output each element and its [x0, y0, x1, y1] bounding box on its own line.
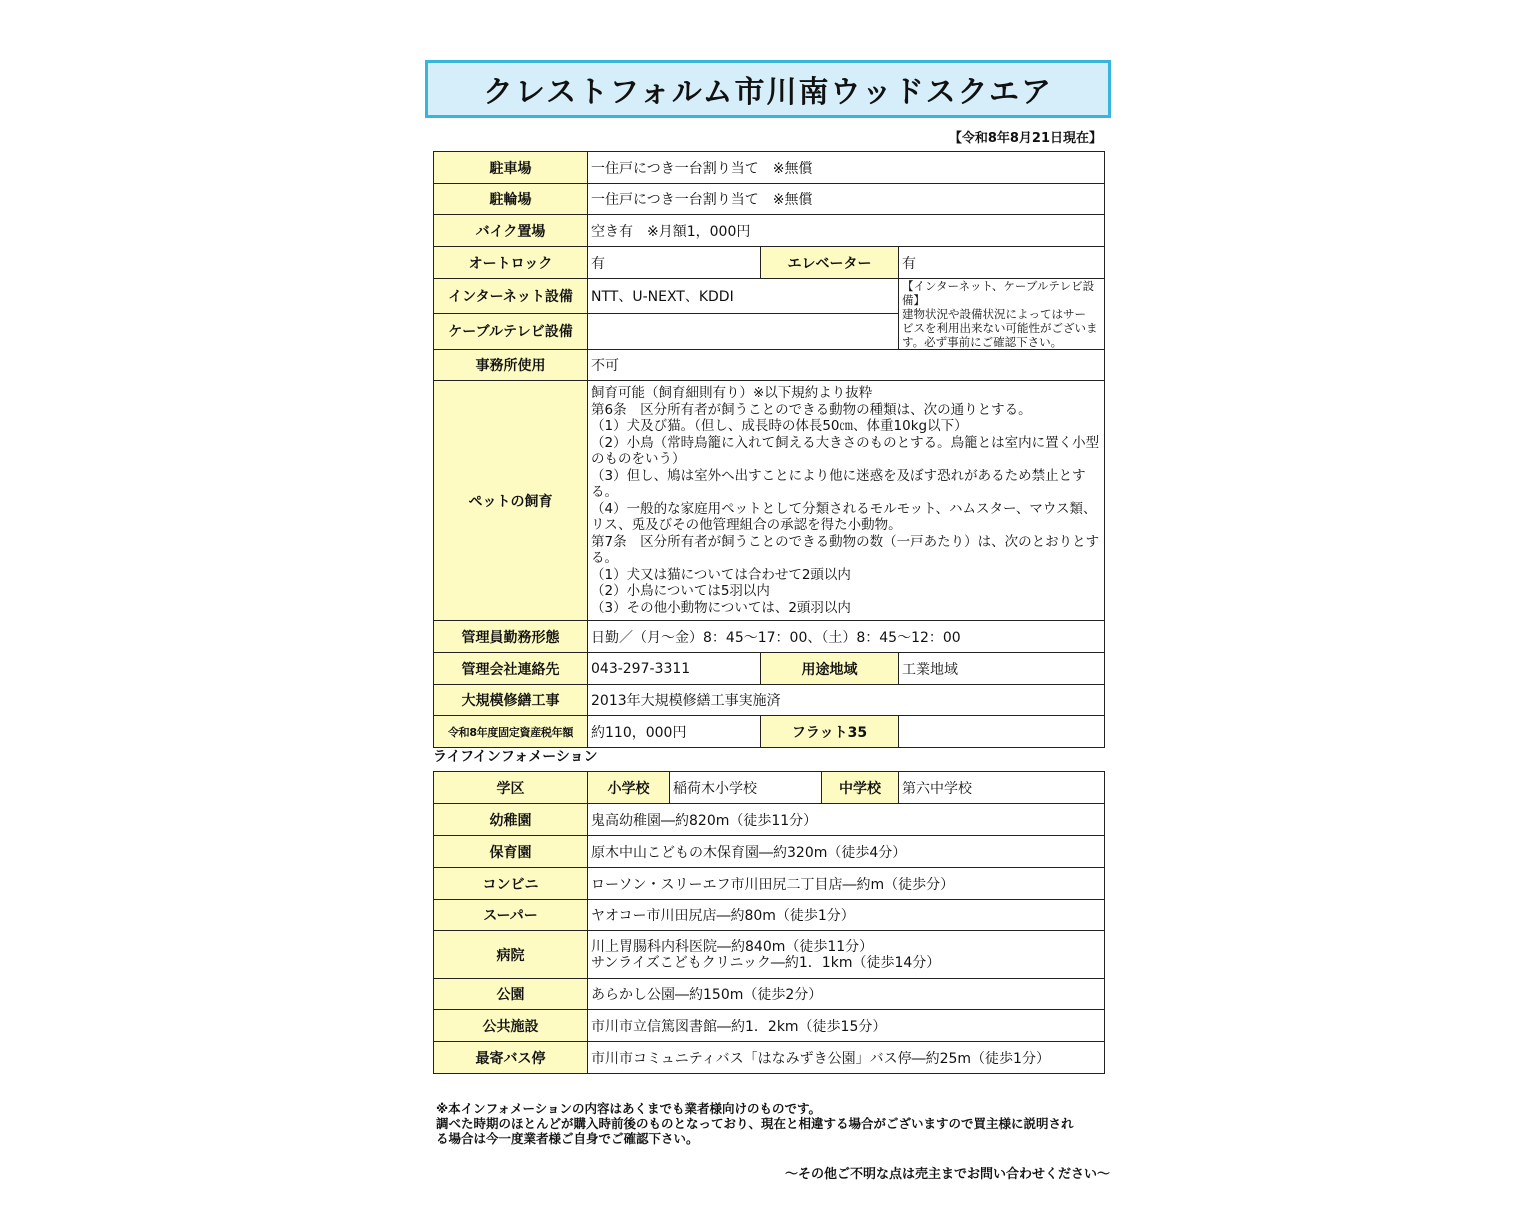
internet-note — [899, 279, 1105, 350]
footer-closing: ～その他ご不明な点は売主までお問い合わせください～ — [784, 1167, 1110, 1182]
pet-line: 第6条 区分所有者が飼うことのできる動物の種類は、次の通りとする。 — [591, 401, 1032, 418]
pet-line: 第7条 区分所有者が飼うことのできる動物の数（一戸あたり）は、次のとおりとする。 — [591, 533, 1100, 566]
pet-line: （2）小鳥については5羽以内 — [591, 583, 770, 599]
zoning-label: 用途地域 — [761, 653, 899, 685]
bike-value: 空き有 ※月額1，000円 — [588, 215, 1105, 247]
table-row — [434, 804, 1105, 836]
table-row — [434, 621, 1105, 653]
table-row — [434, 350, 1105, 381]
table-row — [434, 685, 1105, 716]
bicycle-value: 一住戸につき一台割り当て ※無償 — [588, 184, 1105, 215]
table-row — [434, 1042, 1105, 1074]
internet-note-line: す。必ず事前にご確認下さい。 — [902, 335, 1063, 349]
internet-note-line: 【インターネット、ケーブルテレビ設備】 — [902, 279, 1095, 307]
footer-note-line: る場合は今一度業者様ご自身でご確認下さい。 — [436, 1131, 699, 1146]
elevator-value: 有 — [899, 247, 1105, 279]
cable-label: ケーブルテレビ設備 — [434, 313, 588, 349]
autolock-label: オートロック — [434, 247, 588, 279]
footer-notes — [436, 1101, 1106, 1146]
bus-stop-value: 市川市コミュニティバス「はなみずき公園」バス停―約25m（徒歩1分） — [588, 1042, 1105, 1074]
internet-note-line: ビスを利用出来ない可能性がございま — [902, 321, 1098, 335]
pet-line: 飼育可能（飼育細則有り）※以下規約より抜粋 — [591, 385, 873, 401]
pet-label: ペットの飼育 — [434, 381, 588, 621]
zoning-value: 工業地域 — [899, 653, 1105, 685]
table-row — [434, 772, 1105, 804]
convenience-store-value: ローソン・スリーエフ市川田尻二丁目店―約m（徒歩分） — [588, 868, 1105, 900]
flat35-value — [899, 716, 1105, 748]
pet-line: （4）一般的な家庭用ペットとして分類されるモルモット、ハムスター、マウス類、リス、兎及びその他管理組合の承認を得た小動物。 — [591, 500, 1097, 533]
table-row — [434, 215, 1105, 247]
kindergarten-label: 幼稚園 — [434, 804, 588, 836]
hospital-label: 病院 — [434, 931, 588, 979]
nursery-value: 原木中山こどもの木保育園―約320m（徒歩4分） — [588, 836, 1105, 868]
table-row — [434, 979, 1105, 1010]
pet-rules — [588, 381, 1105, 621]
table-row — [434, 716, 1105, 748]
company-value: 043-297-3311 — [588, 653, 761, 685]
convenience-store-label: コンビニ — [434, 868, 588, 900]
elevator-label: エレベーター — [761, 247, 899, 279]
footer-note-line: 調べた時期のほとんどが購入時前後のものとなっており、現在と相違する場合がございますので買主様に説明され — [436, 1116, 1074, 1131]
hospital-line: 川上胃腸科内科医院―約840m（徒歩11分） — [591, 938, 874, 955]
tax-value: 約110，000円 — [588, 716, 761, 748]
tax-label: 令和8年度固定資産税年額 — [434, 716, 588, 748]
internet-note-line: 建物状況や設備状況によってはサー — [902, 307, 1086, 321]
hospital-value — [588, 931, 1105, 979]
pet-line: （1）犬又は猫については合わせて2頭以内 — [591, 566, 851, 583]
cable-value — [588, 313, 899, 349]
table-row — [434, 931, 1105, 979]
public-facility-label: 公共施設 — [434, 1010, 588, 1042]
school-district-label: 学区 — [434, 772, 588, 804]
repair-value: 2013年大規模修繕工事実施済 — [588, 685, 1105, 716]
hospital-line: サンライズこどもクリニック―約1．1km（徒歩14分） — [591, 954, 941, 971]
public-facility-value: 市川市立信篤図書館―約1．2km（徒歩15分） — [588, 1010, 1105, 1042]
table-row — [434, 184, 1105, 215]
table-row — [434, 381, 1105, 621]
park-label: 公園 — [434, 979, 588, 1010]
manager-value: 日勤／（月～金）8：45～17：00、（土）8：45～12：00 — [588, 621, 1105, 653]
internet-value: NTT、U-NEXT、KDDI — [588, 279, 899, 314]
table-row — [434, 900, 1105, 931]
life-info-heading: ライフインフォメーション — [433, 749, 598, 765]
pet-line: （1）犬及び猫。（但し、成長時の体長50㎝、体重10kg以下） — [591, 418, 968, 434]
company-label: 管理会社連絡先 — [434, 653, 588, 685]
elementary-label: 小学校 — [588, 772, 670, 804]
life-info-table — [433, 771, 1105, 1074]
junior-high-value: 第六中学校 — [899, 772, 1105, 804]
footer-note-line: ※本インフォメーションの内容はあくまでも業者様向けのものです。 — [436, 1101, 822, 1116]
autolock-value: 有 — [588, 247, 761, 279]
office-label: 事務所使用 — [434, 350, 588, 381]
pet-line: （2）小鳥（常時鳥籠に入れて飼える大きさのものとする。鳥籠とは室内に置く小型のものをいう） — [591, 434, 1100, 467]
internet-label: インターネット設備 — [434, 279, 588, 314]
bus-stop-label: 最寄バス停 — [434, 1042, 588, 1074]
manager-label: 管理員勤務形態 — [434, 621, 588, 653]
parking-label: 駐車場 — [434, 152, 588, 184]
junior-high-label: 中学校 — [822, 772, 899, 804]
table-row — [434, 247, 1105, 279]
supermarket-label: スーパー — [434, 900, 588, 931]
repair-label: 大規模修繕工事 — [434, 685, 588, 716]
table-row — [434, 152, 1105, 184]
table-row — [434, 868, 1105, 900]
pet-line: （3）但し、鳩は室外へ出すことにより他に迷惑を及ぼす恐れがあるため禁止とする。 — [591, 467, 1086, 500]
supermarket-value: ヤオコー市川田尻店―約80m（徒歩1分） — [588, 900, 1105, 931]
bicycle-label: 駐輪場 — [434, 184, 588, 215]
facilities-table — [433, 151, 1105, 748]
kindergarten-value: 鬼高幼稚園―約820m（徒歩11分） — [588, 804, 1105, 836]
as-of-date: 【令和8年8月21日現在】 — [948, 131, 1102, 146]
park-value: あらかし公園―約150m（徒歩2分） — [588, 979, 1105, 1010]
table-row — [434, 836, 1105, 868]
office-value: 不可 — [588, 350, 1105, 381]
parking-value: 一住戸につき一台割り当て ※無償 — [588, 152, 1105, 184]
flat35-label: フラット35 — [761, 716, 899, 748]
table-row — [434, 1010, 1105, 1042]
page-title: クレストフォルム市川南ウッドスクエア — [425, 60, 1111, 118]
elementary-value: 稲荷木小学校 — [670, 772, 822, 804]
nursery-label: 保育園 — [434, 836, 588, 868]
pet-line: （3）その他小動物については、2頭羽以内 — [591, 599, 851, 616]
bike-label: バイク置場 — [434, 215, 588, 247]
table-row — [434, 653, 1105, 685]
table-row — [434, 279, 1105, 314]
